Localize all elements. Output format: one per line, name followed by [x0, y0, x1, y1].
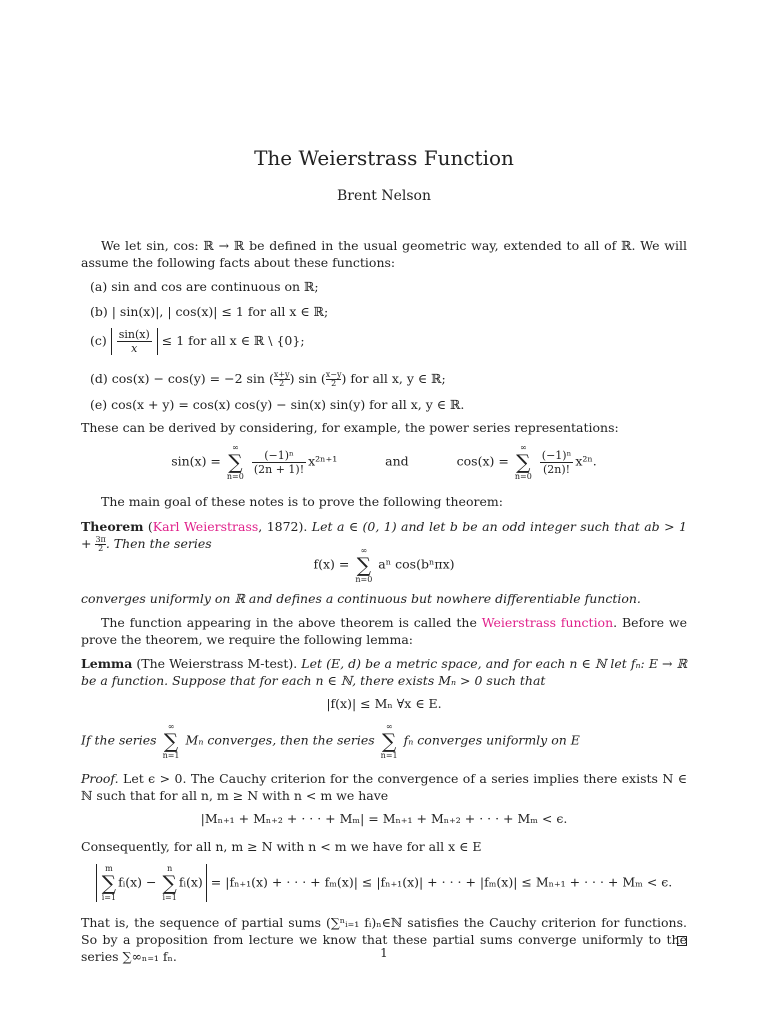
after-theorem-paragraph: The function appearing in the above theorem is called the Weierstrass function. Before we prove the theorem, we require the following lemma: — [81, 615, 687, 647]
intro-paragraph: We let sin, cos: ℝ → ℝ be defined in the usual geometric way, extended to all of ℝ. We will assume the following facts about these functions: — [81, 238, 687, 270]
power-intro: These can be derived by considering, for example, the power series representations: — [81, 420, 619, 435]
lemma-statement: Lemma (The Weierstrass M-test). Let (E, d) be a metric space, and for each n ∈ ℕ let fₙ: E → ℝ be a function. Suppose that for each n ∈ ℕ, there exists Mₙ > 0 such that — [81, 656, 687, 688]
theorem-author-link[interactable]: Karl Weierstrass — [152, 519, 259, 534]
fact-c: (c) $\frac{\sin(x)}{x}$ ≤ 1 for all x ∈ ℝ \ {0}; — [90, 328, 305, 355]
theorem-equation: f(x) = ∞ ∑ n=0 aⁿ cos(bⁿπx) — [313, 546, 455, 584]
author-name: Brent Nelson — [336, 188, 431, 204]
fact-b: (b) | sin(x)|, | cos(x)| ≤ 1 for all x ∈ ℝ; — [90, 304, 329, 319]
proof-paragraph-3: That is, the sequence of partial sums (∑ⁿᵢ₌₁ fᵢ)ₙ∈ℕ satisfies the Cauchy criterion for functions. So by a proposition from lecture we know that these partial sums converge uniformly to the series ∑∞ₙ₌₁ fₙ. — [81, 915, 687, 964]
lemma-equation: |f(x)| ≤ Mₙ ∀x ∈ E. — [326, 696, 442, 711]
proof-equation-1: |Mₙ₊₁ + Mₙ₊₂ + · · · + Mₘ| = Mₙ₊₁ + Mₙ₊₂ + · · · + Mₘ < ϵ. — [200, 811, 568, 826]
theorem-conclusion: converges uniformly on ℝ and defines a continuous but nowhere differentiable function. — [81, 591, 641, 606]
lemma-conclusion: If the series ∞ ∑ n=1 Mₙ converges, then the series ∞ ∑ n=1 fₙ converges uniformly on E — [81, 722, 580, 760]
proof-paragraph-2: Consequently, for all n, m ≥ N with n < m we have for all x ∈ E — [81, 839, 482, 854]
page-title: The Weierstrass Function — [254, 146, 514, 170]
proof-equation-2: m ∑ i=1 fᵢ(x) − n ∑ i=1 fᵢ(x) = |fₙ₊₁(x) + · · · + fₘ(x)| ≤ |fₙ₊₁(x)| + · · · + |fₘ(x)| ≤ Mₙ₊₁ + · · · + Mₘ < ϵ. — [81, 864, 687, 902]
fact-e: (e) cos(x + y) = cos(x) cos(y) − sin(x) sin(y) for all x, y ∈ ℝ. — [90, 397, 465, 412]
abs-fraction: $\frac{\sin(x)}{x}$ — [111, 328, 158, 355]
theorem-statement: Theorem (Karl Weierstrass, 1872). Let a ∈ (0, 1) and let b be an odd integer such that ab > 1 + $\frac{3\pi}{2}$. Then the series — [81, 519, 687, 553]
goal-paragraph: The main goal of these notes is to prove the following theorem: — [101, 494, 503, 509]
proof-paragraph-1: Proof. Let ϵ > 0. The Cauchy criterion for the convergence of a series implies there exists N ∈ ℕ such that for all n, m ≥ N with n < m we have — [81, 771, 687, 803]
qed-square-icon — [677, 936, 687, 946]
page-number: 1 — [380, 946, 388, 960]
fact-a: (a) sin and cos are continuous on ℝ; — [90, 279, 319, 294]
fact-d: (d) cos(x) − cos(y) = −2 sin ( $\frac{x+y}{2}$) sin ( $\frac{x-y}{2}$) for all x, y ∈ ℝ; — [90, 370, 446, 388]
weierstrass-function-link[interactable]: Weierstrass function — [481, 615, 614, 630]
power-series-equation: sin(x) = ∞ ∑ n=0 $\frac{\text{(−1)ⁿ}}{(2n + 1)!}$ x²ⁿ⁺¹ and cos(x) = ∞ ∑ n=0 $\frac{\text{(−1)ⁿ}}{(2n)!}$ x²ⁿ. — [171, 443, 597, 481]
